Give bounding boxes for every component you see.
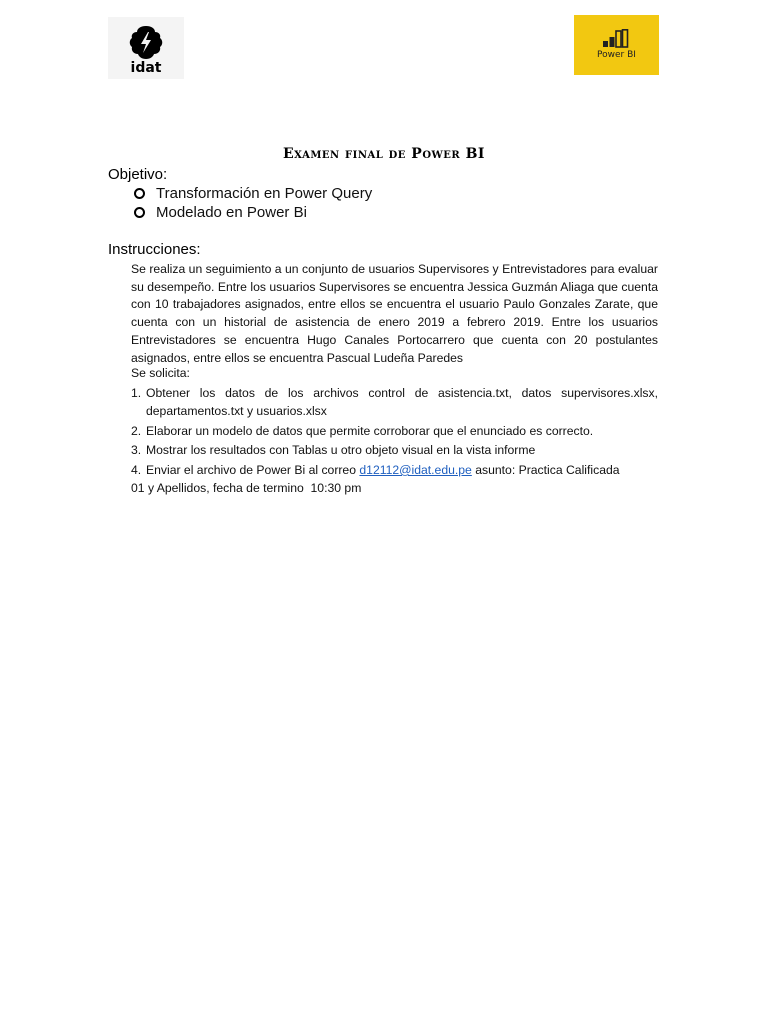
objective-item-text: Modelado en Power Bi bbox=[156, 204, 307, 221]
email-link[interactable]: d12112@idat.edu.pe bbox=[359, 463, 472, 477]
task-item bbox=[131, 423, 658, 441]
task-number: 4. bbox=[131, 463, 142, 477]
powerbi-wordmark: Power BI bbox=[597, 50, 636, 60]
objective-item-text: Transformación en Power Query bbox=[156, 185, 373, 202]
objective-list bbox=[134, 184, 372, 222]
instructions-heading: Instrucciones: bbox=[108, 241, 201, 258]
task-item bbox=[131, 385, 658, 420]
powerbi-logo bbox=[574, 15, 659, 75]
idat-wordmark: idat bbox=[130, 60, 162, 76]
task-text: Obtener los datos de los archivos control de asistencia.txt, datos supervisores.xlsx, departamentos.txt y usuarios.xlsx bbox=[146, 386, 658, 418]
objective-item bbox=[134, 184, 372, 203]
objective-item bbox=[134, 203, 372, 222]
circle-bullet-icon bbox=[134, 188, 145, 199]
objective-heading: Objetivo: bbox=[108, 166, 168, 183]
brain-bolt-icon bbox=[128, 24, 164, 60]
instructions-paragraph: Se realiza un seguimiento a un conjunto de usuarios Supervisores y Entrevistadores para evaluar su desempeño. Entre los usuarios Supervisores se encuentra Jessica Guzmán Aliaga que cuenta con 10 trabajadores asignados, entre ellos se encuentra el usuario Paulo Gonzales Zarate, que cuenta con un historial de asistencia de enero 2019 a febrero 2019. Entre los usuarios Entrevistadores se encuentra Hugo Canales Portocarrero que cuenta con 20 postulantes asignados, entre ellos se encuentra Pascual Ludeña Paredes bbox=[131, 262, 658, 365]
request-label: Se solicita: bbox=[131, 366, 190, 380]
task-number: 1. bbox=[131, 386, 142, 400]
task-number: 2. bbox=[131, 424, 142, 438]
task-text-after: asunto: Practica Calificada bbox=[471, 463, 620, 477]
task-text: Enviar el archivo de Power Bi al correo bbox=[146, 463, 360, 477]
idat-logo bbox=[108, 17, 184, 79]
task-continuation: 01 y Apellidos, fecha de termino 10:30 pm bbox=[131, 480, 362, 495]
task-item bbox=[131, 462, 658, 497]
task-text: Elaborar un modelo de datos que permite corroborar que el enunciado es correcto. bbox=[146, 424, 594, 438]
powerbi-bars-icon bbox=[602, 29, 632, 49]
task-item bbox=[131, 442, 658, 460]
page-title: Examen final de Power BI bbox=[283, 146, 485, 162]
circle-bullet-icon bbox=[134, 207, 145, 218]
task-text: Mostrar los resultados con Tablas u otro objeto visual en la vista informe bbox=[146, 443, 536, 457]
task-number: 3. bbox=[131, 443, 142, 457]
